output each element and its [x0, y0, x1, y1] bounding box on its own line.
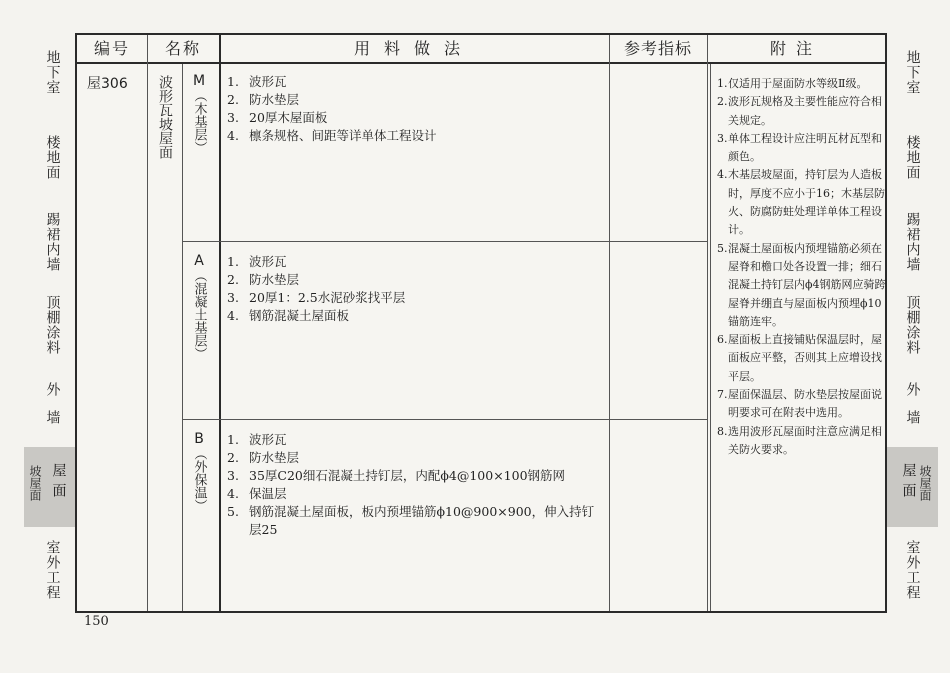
side-tab-exterior-wall[interactable]: 外墙 — [44, 382, 61, 438]
row-line-1 — [182, 241, 707, 242]
header-code: 编号 — [93, 39, 130, 58]
col-line-2 — [219, 35, 221, 611]
list-item: 4. 檩条规格、间距等详单体工程设计 — [227, 128, 437, 143]
side-tab-roof[interactable]: 屋面 — [50, 463, 67, 503]
row-line-2 — [182, 419, 707, 420]
list-item: 2. 防水垫层 — [227, 450, 300, 465]
side-tab-floor-r[interactable]: 楼地面 — [904, 135, 921, 180]
note-item: 2. 波形瓦规格及主要性能应符合相关规定。 — [717, 95, 882, 127]
side-tab-exterior-wall-r[interactable]: 外墙 — [904, 382, 921, 438]
col-line-name-split — [182, 64, 183, 611]
header-notes: 附注 — [769, 39, 822, 58]
variant-a-label: A （混凝土基层） — [191, 253, 207, 360]
col-line-3 — [609, 35, 610, 611]
note-item: 7. 屋面保温层、防水垫层按屋面说明要求可在附表中选用。 — [717, 388, 882, 420]
side-tab-inner-wall-r[interactable]: 踢裙内墙 — [904, 212, 921, 272]
list-item: 2. 防水垫层 — [227, 92, 300, 107]
list-item: 1. 波形瓦 — [227, 432, 287, 447]
spec-table — [75, 33, 887, 613]
list-item: 1. 波形瓦 — [227, 254, 287, 269]
variant-a-steps — [227, 253, 602, 325]
side-tab-basement[interactable]: 地下室 — [44, 50, 61, 95]
item-name: 波形瓦坡屋面 — [157, 75, 173, 159]
list-item: 3. 20厚木屋面板 — [227, 110, 328, 125]
variant-b-steps — [227, 431, 602, 539]
note-item: 6. 屋面板上直接铺贴保温层时，屋面板应平整，否则其上应增设找平层。 — [717, 333, 882, 383]
header-method: 用料做法 — [353, 39, 474, 58]
side-subtag-right: 坡屋面 — [918, 465, 932, 501]
side-tab-floor[interactable]: 楼地面 — [44, 135, 61, 180]
col-line-4 — [707, 35, 708, 611]
side-tab-ceiling-r[interactable]: 顶棚涂料 — [904, 295, 921, 355]
col-line-1 — [147, 35, 148, 611]
notes-list — [717, 75, 887, 459]
header-divider — [77, 62, 885, 64]
variant-b-label: B （外保温） — [191, 431, 207, 512]
side-tab-basement-r[interactable]: 地下室 — [904, 50, 921, 95]
page-number: 150 — [84, 614, 109, 629]
col-line-4b — [710, 64, 711, 611]
side-tab-inner-wall[interactable]: 踢裙内墙 — [44, 212, 61, 272]
item-code: 屋306 — [87, 76, 128, 92]
side-tab-roof-r[interactable]: 屋面 — [900, 463, 917, 503]
note-item: 1. 仅适用于屋面防水等级Ⅱ级。 — [717, 77, 868, 90]
note-item: 8. 选用波形瓦屋面时注意应满足相关防火要求。 — [717, 424, 882, 456]
list-item: 1. 波形瓦 — [227, 74, 287, 89]
header-ref: 参考指标 — [623, 39, 692, 58]
list-item: 3. 20厚1：2.5水泥砂浆找平层 — [227, 290, 406, 305]
list-item: 2. 防水垫层 — [227, 272, 300, 287]
variant-m-steps — [227, 73, 602, 145]
list-item: 4. 保温层 — [227, 486, 287, 501]
note-item: 5. 混凝土屋面板内预埋锚筋必须在屋脊和檐口处各设置一排；细石混凝土持钉层内ϕ4钢筋网应骑跨屋脊并绷直与屋面板内预埋ϕ10锚筋连牢。 — [717, 241, 886, 328]
side-tab-outdoor-r[interactable]: 室外工程 — [904, 540, 921, 600]
side-tab-outdoor[interactable]: 室外工程 — [44, 540, 61, 600]
variant-m-label: M （木基层） — [191, 73, 207, 154]
side-tab-ceiling[interactable]: 顶棚涂料 — [44, 295, 61, 355]
list-item: 3. 35厚C20细石混凝土持钉层，内配ϕ4@100×100钢筋网 — [227, 468, 566, 483]
header-name: 名称 — [164, 39, 201, 58]
note-item: 3. 单体工程设计应注明瓦材瓦型和颜色。 — [717, 131, 882, 164]
note-item: 4. 木基层坡屋面，持钉层为人造板时，厚度不应小于16；木基层防火、防腐防蛀处理详单体工程设计。 — [717, 168, 885, 237]
side-subtag-left: 坡屋面 — [28, 465, 42, 501]
list-item: 5. 钢筋混凝土屋面板，板内预埋锚筋ϕ10@900×900，伸入持钉层25 — [227, 504, 595, 537]
list-item: 4. 钢筋混凝土屋面板 — [227, 308, 350, 323]
